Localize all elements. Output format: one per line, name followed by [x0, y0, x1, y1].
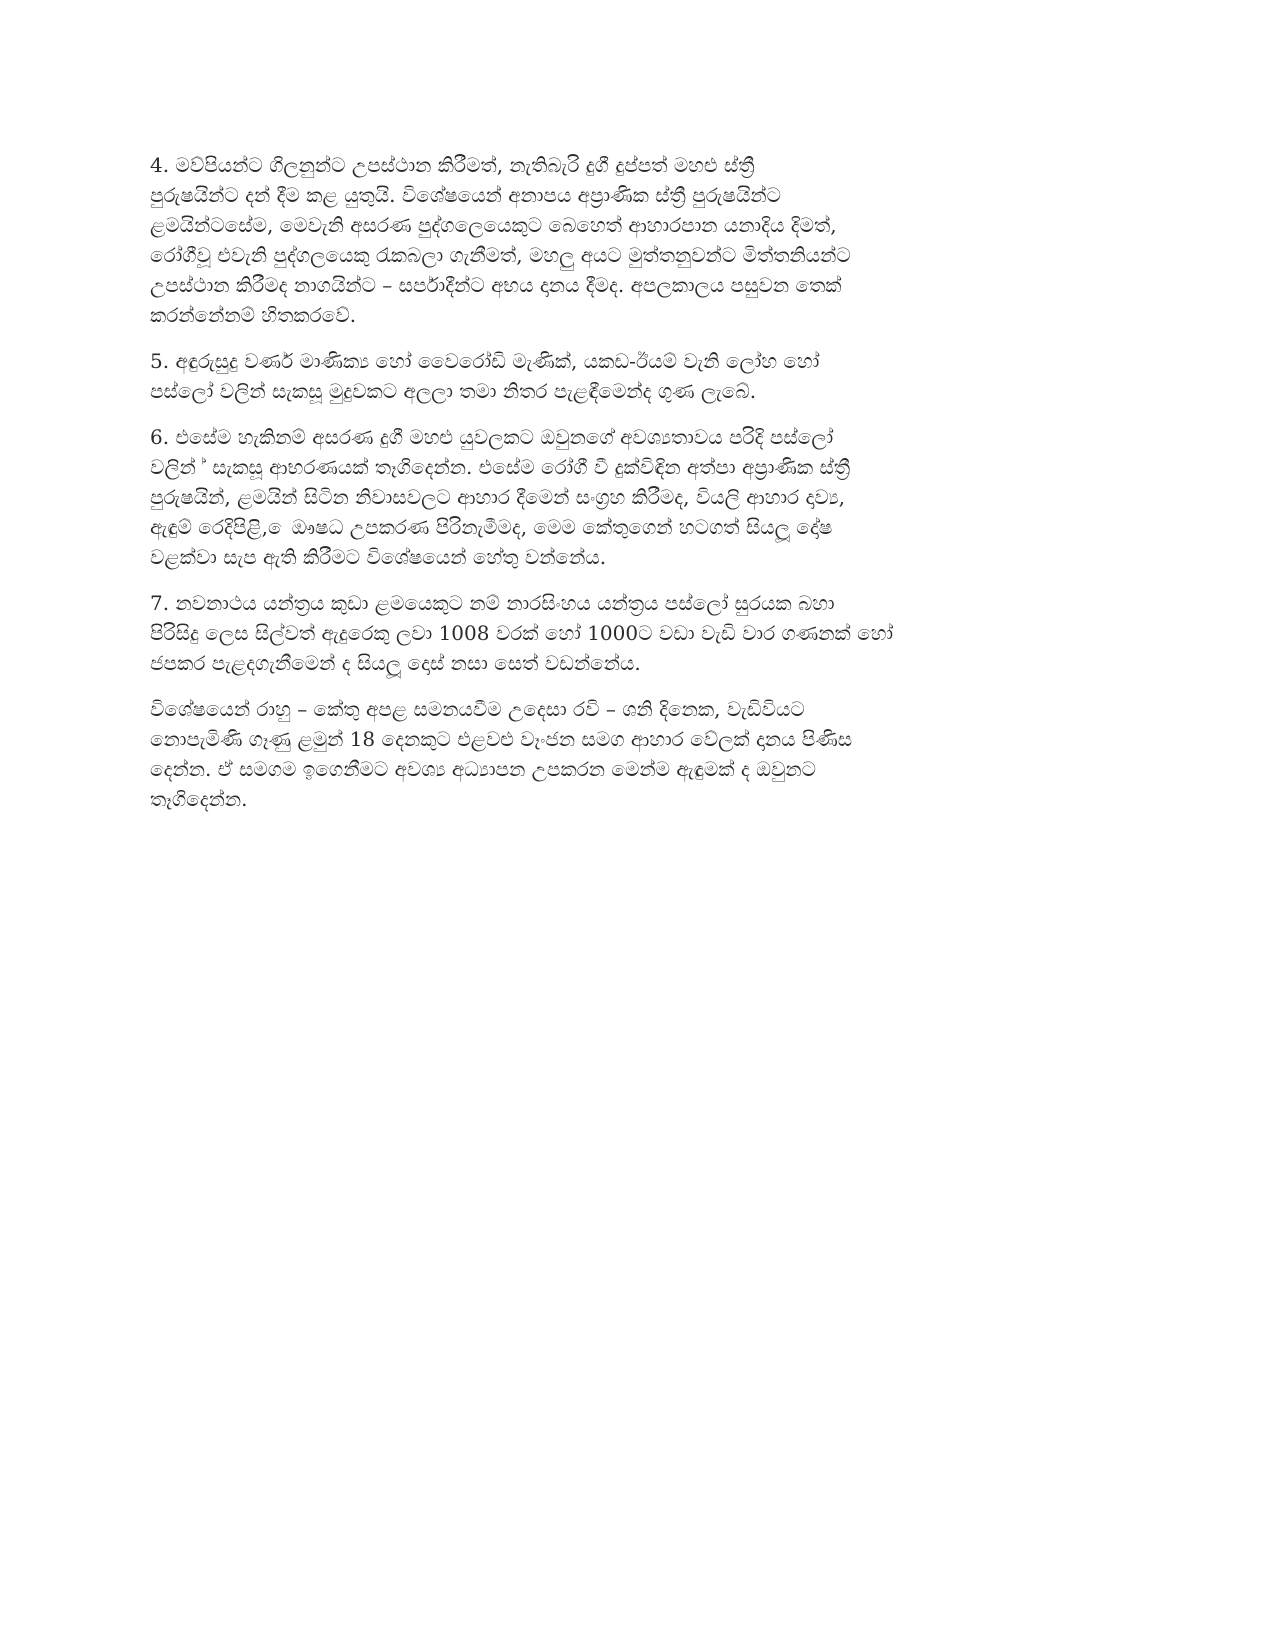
document-body	[150, 150, 1115, 830]
paragraph-item-5: 5. අඳුරුසුදු වර්ණ මාණික්‍ය හෝ වෛරෝඩි මැණික්, යකඩ-ඊයම් වැනි ලෝහ හෝ පස්ලෝ වලින් සැකසූ මුදුවකට අලලා තමා නිතර පැළඳීමෙන්ද ගුණ ලැබේ.	[150, 349, 820, 403]
paragraph-special-note: විශේෂයෙන් රාහු – කේතු අපළ සමනයවීම උදෙසා රවි – ශනි දිනෙක, වැඩිවියට නොපැමිණි ගෑණු ළමුන් 18 දෙනකුට එළවළු වෑංජන සමග ආහාර වේලක් දානය පිණිස දෙන්න. ඒ සමගම ඉගෙනීමට අවශ්‍ය අධ්‍යාපන උපකරන මෙන්ම ඇඳුමක් ද ඔවුනට තෑගිදෙන්න.	[150, 697, 853, 811]
paragraph-item-7: 7. නවනාථය යන්ත්‍රය කුඩා ළමයෙකුට නම් නාරසිංහය යන්ත්‍රය පස්ලෝ සුරයක බහා පිරිසිදු ලෙස සිල්වත් ඇදුරෙකු ලවා 1008 වරක් හෝ 1000ට වඩා වැඩි වාර ගණනක් හෝ ජපකර පැළදගැනීමෙන් ද සියලූ දොස් නසා සෙත් වඩන්නේය.	[150, 591, 894, 675]
paragraph-item-4: 4. මව්පියන්ට ගිලනුන්ට උපස්ථාන කිරීමත්, නැතිබැරි දුගී දුප්පත් මහළු ස්ත්‍රී පුරුෂයින්ට දන් දීම කළ යුතුයි. විශේෂයෙන් අනාපය අප්‍රාණික ස්ත්‍රී පුරුෂයින්ට ළමයින්ටසේම, මෙවැනි අසරණ පුද්ගලෙයෙකුට බෙහෙත් ආහාරපාන යනාදිය දිමත්, රෝගීවූ එවැනි පුද්ගලයෙකු රැකබලා ගැනීමත්, මහලු අයට මුත්තනුවන්ට මිත්තනියන්ට උපස්ථාන කිරීමද නාගයින්ට – සර්පාදීන්ට අභය දානය දීමද. අපලකාලය පසුවන තෙක් කරන්නේනම් හිතකරවේ.	[150, 153, 851, 327]
paragraph-item-6: 6. එසේම හැකිනම් අසරණ දුගී මහළු යුවලකට ඔවුනගේ අවශ්‍යතාවය පරිදි පස්ලෝ වලින් ් සැකසූ ආභරණයක් තෑගිදෙන්න. එසේම රෝගී වී දුක්විඳින අත්පා අප්‍රාණික ස්ත්‍රී පුරුෂයින්, ළමයින් සිටින නිවාසවලට ආහාර දීමෙන් සංග්‍රහ කිරීමද, වියලි ආහාර දාව්‍ය, ඇඳුම් රෙදිපිළි, ෙඖෂධ උපකරණ පිරිනැමීමද, මෙම කේතුගෙන් හටගත් සියලූ දෝෂ වළක්වා සැප ඇති කිරීමට විශේෂයෙන් හේතු වන්නේය.	[150, 425, 851, 569]
